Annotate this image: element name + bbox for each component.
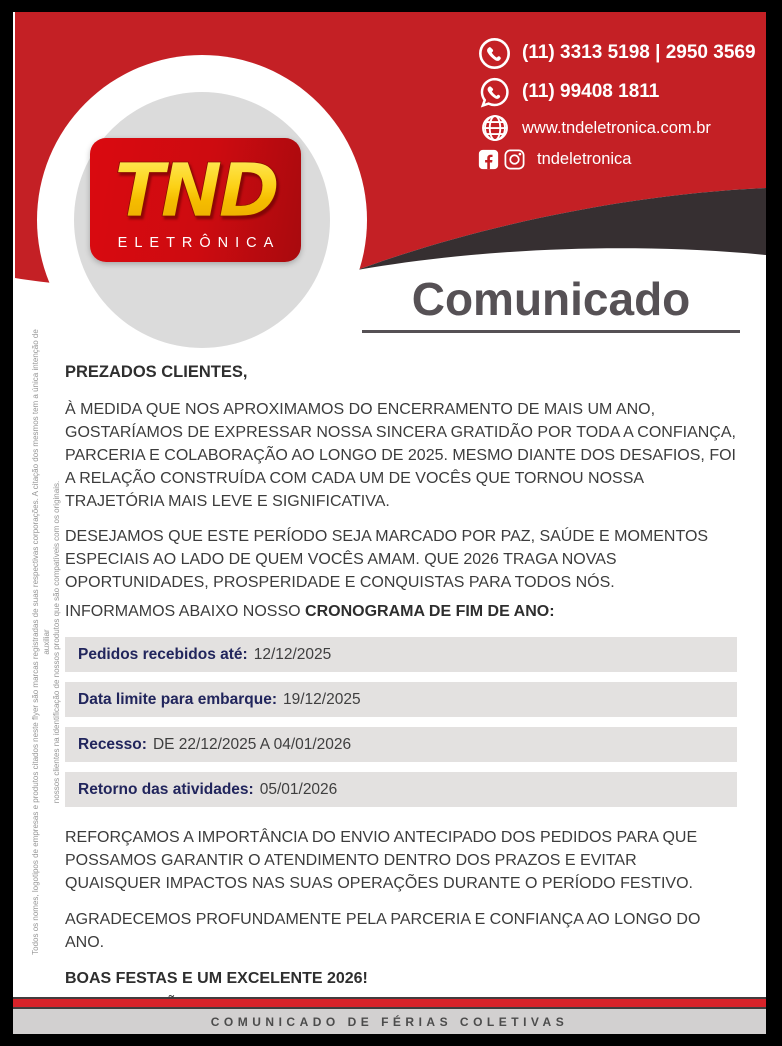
paragraph-reinforcement: REFORÇAMOS A IMPORTÂNCIA DO ENVIO ANTECIPADO DOS PEDIDOS PARA QUE POSSAMOS GARANTIR O ATENDIMENTO DENTRO DOS PRAZOS E EVITAR QUAISQUER IMPACTOS NAS SUAS OPERAÇÕES DURANTE O PERÍODO FESTIVO. [65,829,698,892]
schedule-label: Pedidos recebidos até: [78,646,248,663]
globe-icon [480,113,510,143]
footer-banner: COMUNICADO DE FÉRIAS COLETIVAS [13,1009,766,1034]
phone-number: (11) 3313 5198 | 2950 3569 [522,42,756,63]
schedule-value: DE 22/12/2025 A 04/01/2026 [152,736,352,753]
contact-list [478,35,756,172]
red-divider [13,997,766,1009]
schedule-label: Retorno das atividades: [78,781,254,798]
paragraph-wishes: DESEJAMOS QUE ESTE PERÍODO SEJA MARCADO POR PAZ, SAÚDE E MOMENTOS ESPECIAIS AO LADO DE QUEM VOCÊS AMAM. QUE 2026 TRAGA NOVAS OPORTUNIDADES, PROSPERIDADE E CONQUISTAS PARA TODOS NÓS. [65,528,709,591]
contact-website-row [478,113,756,143]
schedule-label: Data limite para embarque: [78,691,277,708]
paragraph-gratitude: À MEDIDA QUE NOS APROXIMAMOS DO ENCERRAMENTO DE MAIS UM ANO, GOSTARÍAMOS DE EXPRESSAR NOSSA SINCERA GRATIDÃO POR TODA A CONFIANÇA, PARCERIA E COLABORAÇÃO AO LONGO DE 2025. MESMO DIANTE DOS DESAFIOS, FOI A RELAÇÃO CONSTRUÍDA COM CADA UM DE VOCÊS QUE TORNOU NOSSA TRAJETÓRIA MAIS LEVE E SIGNIFICATIVA. [65,401,736,510]
website-url: www.tndeletronica.com.br [522,118,711,137]
whatsapp-icon [478,76,511,109]
contact-social-row [478,146,756,172]
whatsapp-number: (11) 99408 1811 [522,81,660,102]
schedule-value: 19/12/2025 [282,691,361,708]
page-title: Comunicado [411,273,691,325]
closing-greeting: BOAS FESTAS E UM EXCELENTE 2026! [65,970,368,987]
schedule-value: 05/01/2026 [259,781,338,798]
tnd-logo-text: TND [114,148,276,234]
schedule-intro [65,600,737,623]
facebook-icon [478,149,499,170]
flyer-canvas [13,12,766,1034]
schedule-row-recess [65,727,737,762]
phone-icon [478,37,511,70]
instagram-icon [504,149,525,170]
disclaimer-line2: nossos clientes na identificação de nossos produtos que são compatíveis com os originais. [52,480,61,804]
schedule-row-orders [65,637,737,672]
logo-subtitle: ELETRÔNICA [117,235,281,251]
schedule-value: 12/12/2025 [253,646,332,663]
tnd-logo-badge [90,138,301,262]
schedule-row-return [65,772,737,807]
vertical-disclaimer [31,317,61,967]
schedule-list [65,637,737,817]
tnd-logo [90,140,301,235]
letter-body [65,362,737,1016]
social-handle: tndeletronica [537,149,632,168]
schedule-row-shipping [65,682,737,717]
schedule-intro-bold: CRONOGRAMA DE FIM DE ANO: [305,603,555,620]
contact-phone-row [478,35,756,71]
schedule-label: Recesso: [78,736,147,753]
contact-whatsapp-row [478,74,756,110]
title-underline [362,330,740,333]
disclaimer-line1: Todos os nomes, logotipos de empresas e produtos citados neste flyer são marcas registradas de suas respectivas corporações. A citação dos mesmos tem a única intenção de auxiliar [31,329,51,955]
salutation: PREZADOS CLIENTES, [65,363,248,381]
schedule-intro-text: INFORMAMOS ABAIXO NOSSO [65,603,301,620]
paragraph-thanks: AGRADECEMOS PROFUNDAMENTE PELA PARCERIA E CONFIANÇA AO LONGO DO ANO. [65,911,701,951]
